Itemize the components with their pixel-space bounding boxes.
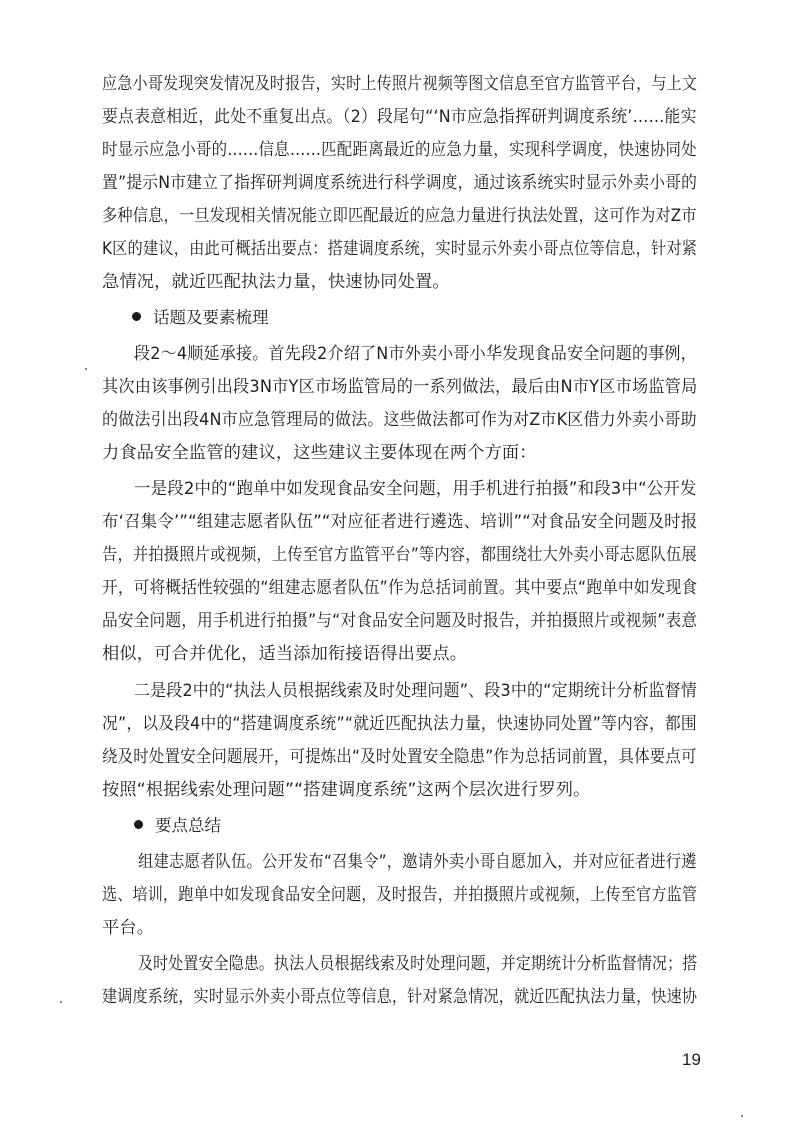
text-line: 其次由该事例引出段3N市Y区市场监管局的一系列做法，最后由N市Y区市场监管局 bbox=[102, 377, 698, 397]
text-line: 平台。 bbox=[102, 918, 155, 938]
text-line: 力食品安全监管的建议，这些建议主要体现在两个方面： bbox=[102, 443, 537, 463]
text-line: 组建志愿者队伍。公开发布“召集令”，邀请外卖小哥自愿加入，并对应征者进行遴 bbox=[138, 852, 697, 872]
text-line: 的做法引出段4N市应急管理局的做法。这些做法都可作为对Z市K区借力外卖小哥助 bbox=[102, 410, 697, 430]
text-line: 建调度系统，实时显示外卖小哥点位等信息，针对紧急情况，就近匹配执法力量，快速协 bbox=[102, 987, 698, 1007]
text-line: 一是段2中的“跑单中如发现食品安全问题，用手机进行拍摄”和段3中“公开发 bbox=[134, 479, 697, 499]
text-line: 按照“根据线索处理问题”“搭建调度系统”这两个层次进行罗列。 bbox=[102, 780, 591, 800]
text-line: 况”，以及段4中的“搭建调度系统”“就近匹配执法力量，快速协同处置”等内容，都围 bbox=[102, 714, 697, 734]
text-line: 急情况，就近匹配执法力量，快速协同处置。 bbox=[102, 272, 450, 292]
scan-speck bbox=[85, 368, 87, 370]
text-line: 多种信息，一旦发现相关情况能立即匹配最近的应急力量进行执法处置，这可作为对Z市 bbox=[102, 206, 697, 226]
text-line: 置”提示N市建立了指挥研判调度系统进行科学调度，通过该系统实时显示外卖小哥的 bbox=[102, 173, 698, 193]
text-line: 二是段2中的“执法人员根据线索及时处理问题”、段3中的“定期统计分析监督情 bbox=[134, 681, 697, 701]
section-heading-text: 话题及要素梳理 bbox=[153, 308, 269, 327]
section-heading bbox=[132, 307, 269, 329]
scan-speck bbox=[60, 1001, 62, 1003]
text-line: 要点表意相近，此处不重复出点。（2）段尾句“‘N市应急指挥研判调度系统’……能实 bbox=[102, 107, 697, 127]
text-line: 及时处置安全隐患。执法人员根据线索及时处理问题，并定期统计分析监督情况；搭 bbox=[138, 954, 698, 974]
bullet-icon bbox=[132, 312, 141, 321]
section-heading bbox=[134, 815, 221, 837]
text-line: K区的建议，由此可概括出要点：搭建调度系统，实时显示外卖小哥点位等信息，针对紧 bbox=[102, 239, 698, 259]
text-line: 开，可将概括性较强的“组建志愿者队伍”作为总括词前置。其中要点“跑单中如发现食 bbox=[102, 578, 698, 598]
text-line: 品安全问题，用手机进行拍摄”与“对食品安全问题及时报告，并拍摄照片或视频”表意 bbox=[102, 611, 698, 631]
text-line: 布‘召集令’”“组建志愿者队伍”“对应征者进行遴选、培训”“对食品安全问题及时报 bbox=[102, 512, 698, 532]
scan-speck bbox=[741, 1115, 743, 1117]
text-line: 绕及时处置安全问题展开，可提炼出“及时处置安全隐患”作为总括词前置，具体要点可 bbox=[102, 747, 697, 767]
text-line: 选、培训，跑单中如发现食品安全问题，及时报告，并拍摄照片或视频，上传至官方监管 bbox=[102, 885, 698, 905]
text-line: 时显示应急小哥的……信息……匹配距离最近的应急力量，实现科学调度，快速协同处 bbox=[102, 140, 697, 160]
page-number: 19 bbox=[682, 1050, 701, 1069]
text-line: 相似，可合并优化，适当添加衔接语得出要点。 bbox=[102, 644, 468, 664]
section-heading-text: 要点总结 bbox=[155, 816, 221, 835]
text-line: 段2～4顺延承接。首先段2介绍了N市外卖小哥小华发现食品安全问题的事例， bbox=[134, 344, 697, 364]
text-line: 应急小哥发现突发情况及时报告，实时上传照片视频等图文信息至官方监管平台，与上文 bbox=[102, 74, 698, 94]
text-line: 告，并拍摄照片或视频，上传至官方监管平台”等内容，都围绕壮大外卖小哥志愿队伍展 bbox=[102, 545, 697, 565]
bullet-icon bbox=[134, 820, 143, 829]
